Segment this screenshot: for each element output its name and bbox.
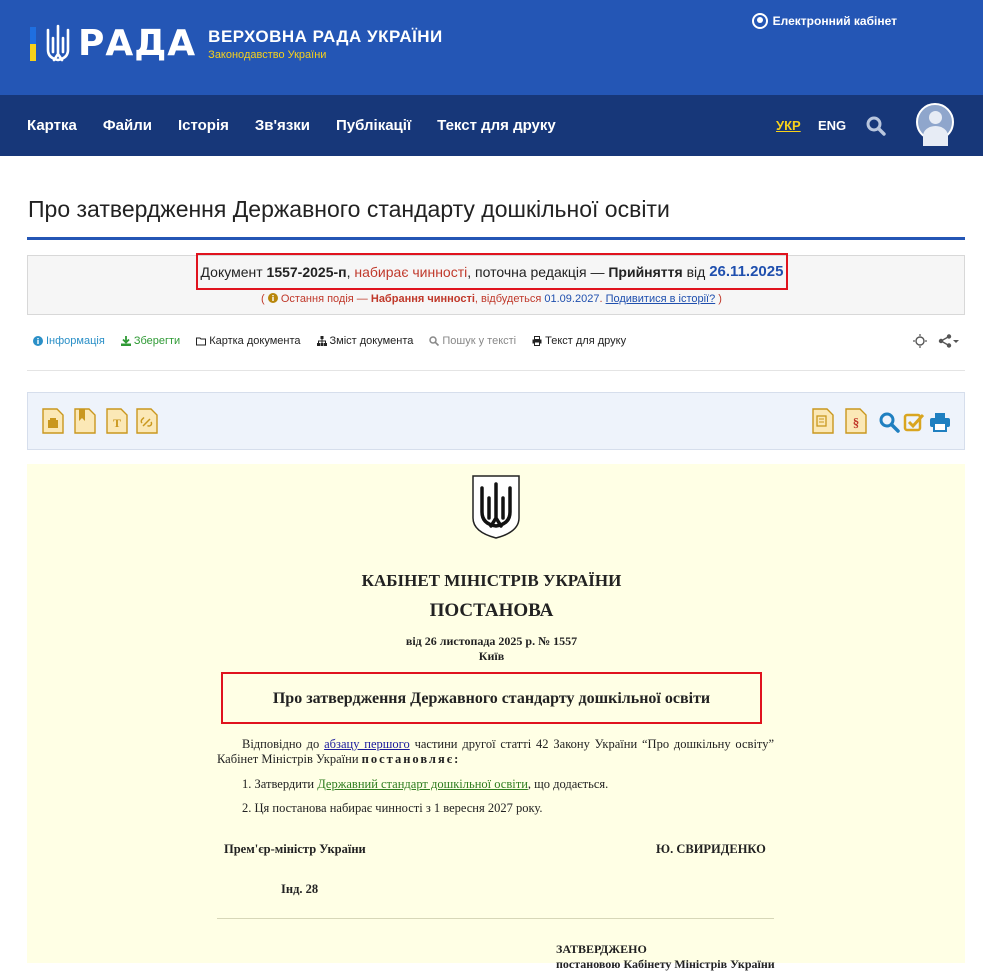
print-text-button[interactable] <box>532 335 626 347</box>
issuer-heading: КАБІНЕТ МІНІСТРІВ УКРАЇНИ <box>361 571 622 590</box>
status-middle: , поточна редакція — <box>467 263 605 280</box>
approved-by-line: постановою Кабінету Міністрів України <box>556 957 775 971</box>
print-icon[interactable] <box>929 411 951 433</box>
sub-close-paren: ) <box>718 293 722 305</box>
search-text-icon[interactable] <box>878 411 900 433</box>
page-title: Про затвердження Державного стандарту дошкільної освіти <box>28 196 670 222</box>
history-link[interactable]: Подивитися в історії? <box>605 293 716 305</box>
document-toolbar <box>33 335 642 347</box>
compare-doc-icon[interactable] <box>812 408 834 434</box>
act-type-heading: ПОСТАНОВА <box>429 600 554 621</box>
lang-ukr-link[interactable]: УКР <box>776 118 801 133</box>
table-of-contents-button[interactable] <box>317 335 414 347</box>
nav-item-print-text[interactable]: Текст для друку <box>437 117 556 134</box>
nav-item-links[interactable]: Зв'язки <box>254 117 310 134</box>
flag-stripe <box>30 27 36 61</box>
trident-icon <box>44 24 72 64</box>
signatory-position: Прем'єр-міністр України <box>224 842 366 856</box>
svg-text:§: § <box>852 415 860 430</box>
last-event-line <box>0 293 983 305</box>
print-label: Текст для друку <box>545 335 627 347</box>
sub-will: , відбудеться <box>474 293 542 305</box>
preamble-text-b: частини другої статті 42 Закону України “Про дошкільну освіту” Кабінет Міністрів України <box>217 737 775 766</box>
doc-archive-icon[interactable] <box>42 408 64 434</box>
document-divider <box>217 918 774 919</box>
clause-1 <box>242 777 608 792</box>
signatory-name: Ю. СВИРИДЕНКО <box>656 842 766 856</box>
logo-subtitle: Законодавство України <box>208 49 327 61</box>
site-logo[interactable] <box>30 24 443 64</box>
printer-icon <box>532 336 542 346</box>
status-edition: Прийняття <box>608 263 683 280</box>
nav-item-history[interactable]: Історія <box>177 117 229 134</box>
logo-word: РАДА <box>78 23 197 64</box>
paragraph-one-link[interactable]: абзацу першого <box>324 737 410 751</box>
sitemap-icon <box>317 336 327 346</box>
sub-dot: . <box>599 293 603 305</box>
theme-toggle-icon[interactable] <box>913 334 927 348</box>
preamble-paragraph <box>217 737 774 767</box>
site-header <box>0 0 983 95</box>
sub-event: Набрання чинності <box>370 293 475 305</box>
main-nav <box>0 95 983 156</box>
clause-1-text-a: 1. Затвердити <box>242 777 315 791</box>
nav-item-card[interactable]: Картка <box>27 117 77 134</box>
search-label: Пошук у тексті <box>442 335 517 347</box>
title-divider <box>27 237 965 240</box>
status-doc-prefix: Документ <box>200 263 263 280</box>
nav-menu <box>27 95 582 156</box>
logo-caption <box>208 27 443 61</box>
toc-label: Зміст документа <box>329 335 414 347</box>
share-icon[interactable] <box>938 334 960 348</box>
document-card-button[interactable] <box>196 335 300 347</box>
act-city: Київ <box>478 649 505 663</box>
magnifier-icon <box>429 336 439 346</box>
nav-item-files[interactable]: Файли <box>102 117 152 134</box>
check-edit-icon[interactable] <box>903 411 925 433</box>
paragraph-doc-icon[interactable] <box>845 408 867 434</box>
decree-word: постановляє: <box>361 752 461 766</box>
avatar[interactable] <box>916 103 954 141</box>
info-circle-icon <box>268 293 278 303</box>
info-label: Інформація <box>46 335 105 347</box>
approved-stamp: ЗАТВЕРДЖЕНО <box>556 942 647 956</box>
document-title: Про затвердження Державного стандарту дошкільної освіти <box>272 690 711 707</box>
document-status-line <box>196 253 788 290</box>
clause-1-text-b: , що додається. <box>527 777 609 791</box>
lang-eng-link[interactable]: ENG <box>818 118 847 133</box>
cabinet-label: Електронний кабінет <box>772 14 897 28</box>
link-doc-icon[interactable] <box>136 408 158 434</box>
search-in-text-button[interactable] <box>429 335 516 347</box>
card-label: Картка документа <box>209 335 301 347</box>
save-button[interactable] <box>121 335 180 347</box>
nav-item-publications[interactable]: Публікації <box>336 117 412 134</box>
folder-icon <box>196 336 206 346</box>
status-from: від <box>686 263 706 280</box>
toolbar-divider <box>27 370 965 371</box>
index-number: Інд. 28 <box>281 882 319 896</box>
electronic-cabinet-link[interactable] <box>752 13 897 29</box>
sub-date: 01.09.2027 <box>544 293 600 305</box>
sub-open-paren: ( <box>261 293 265 305</box>
sub-text: Остання подія — <box>280 293 368 305</box>
status-date: 26.11.2025 <box>709 263 784 280</box>
status-state: набирає чинності <box>354 263 468 280</box>
status-doc-number: 1557-2025-п <box>266 263 347 280</box>
status-comma: , <box>346 263 351 280</box>
clause-2: 2. Ця постанова набирає чинності з 1 вересня 2027 року. <box>242 801 543 815</box>
standard-link[interactable]: Державний стандарт дошкільної освіти <box>317 777 528 791</box>
text-doc-icon[interactable] <box>106 408 128 434</box>
info-icon <box>33 336 43 346</box>
svg-text:T: T <box>112 416 122 430</box>
save-label: Зберегти <box>133 335 181 347</box>
logo-title: ВЕРХОВНА РАДА УКРАЇНИ <box>208 27 443 46</box>
download-icon <box>121 336 131 346</box>
preamble-text-a: Відповідно до <box>242 737 320 751</box>
search-icon[interactable] <box>866 116 886 136</box>
act-date-number: від 26 листопада 2025 р. № 1557 <box>405 634 578 648</box>
bookmark-doc-icon[interactable] <box>74 408 96 434</box>
info-button[interactable] <box>33 335 105 347</box>
coat-of-arms-icon <box>471 474 521 540</box>
user-circle-icon <box>752 13 768 29</box>
